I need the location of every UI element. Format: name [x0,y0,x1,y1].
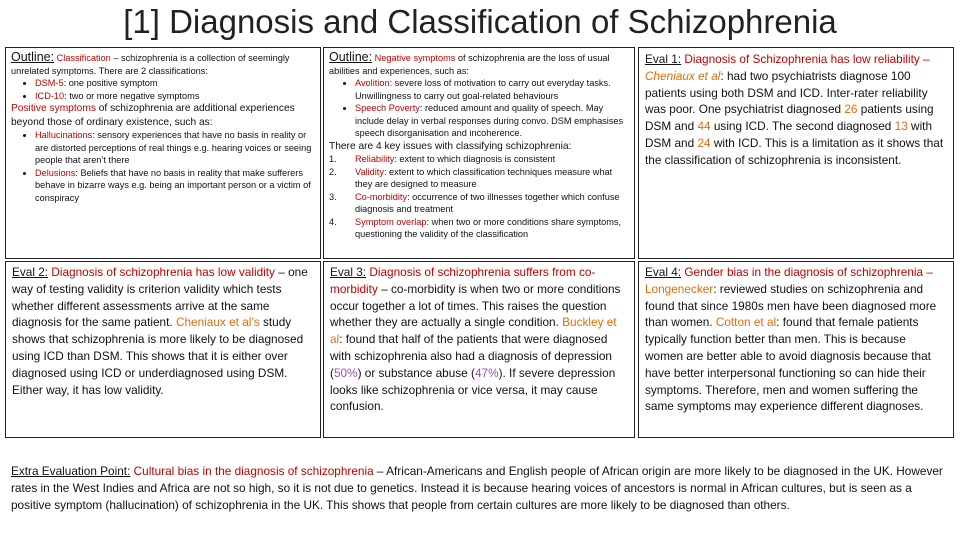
eval-4-text [645,264,947,415]
box2-intro [329,51,629,77]
item-number: 1. [329,154,337,164]
stat-percent: 50% [333,365,358,380]
item-text: : occurrence of two illnesses together which confuse diagnosis and treatment [355,191,620,214]
item-text: : one positive symptom [63,78,158,88]
item-name: Speech Poverty [355,103,420,113]
stat-number: 44 [697,119,711,134]
positive-text: of schizophrenia are additional experiences beyond those of ordinary existence, such as: [11,103,295,128]
text-segment: ). If severe depression looks like schizophrenia or vice versa, it may cause confusion. [330,365,616,414]
item-text: : reduced amount and quality of speech. May include delay in verbal responses during convo. DSM emphasises speech disorganisation and incoherence. [355,103,624,138]
list-item [35,167,315,205]
list-item [329,153,629,166]
eval-dash: – [923,265,933,279]
item-body [355,166,629,191]
item-text: : extent to which diagnosis is consistent [394,154,556,164]
text-segment: study shows that schizophrenia is more likely to be diagnosed using ICD than DSM. This shows that it is either over diagnosed using ICD or underdiagnosed using DSM. Either way, it has low validity. [12,315,304,397]
positive-symptoms-list [11,129,315,204]
eval-3-text [330,264,628,415]
item-name: Hallucinations [35,130,93,140]
outline-negative-symptoms-box [323,47,635,259]
text-segment: ) or substance abuse ( [357,365,475,380]
item-number: 3. [329,191,337,202]
text-segment: – African-Americans and English people of African origin are more likely to be diagnosed in the UK. However rates in the West Indies and Africa are not so high, so it is not due to genetics. Instead it is because hearing voices of ancestors is normal in African cultures, but is seen as a positive symptom (hallucination) of schizophrenia in the UK. This shows that people from certain cultures are more likely to be diagnosed than others. [11,464,943,512]
item-name: Reliability [355,154,395,164]
box2-lead-text: of schizophrenia are the loss of usual abilities and experiences, such as: [329,53,610,76]
classification-list [11,77,315,102]
researcher-name: Cheniaux et al [645,68,721,83]
text-segment: using ICD. The second diagnosed [710,119,895,134]
positive-symptoms-intro [11,102,315,129]
item-name: DSM-5 [35,78,64,88]
text-segment: patients using DSM and [645,102,934,134]
eval-3-box [323,261,635,438]
box1-intro [11,51,315,77]
extra-label: Extra Evaluation Point: [11,464,131,478]
list-item [35,129,315,167]
list-item [329,216,629,241]
eval-heading: Diagnosis of Schizophrenia has low reliability [681,52,920,66]
item-text: : when two or more conditions share symptoms, questioning the validity of the classification [355,216,622,239]
item-name: Avolition [355,78,390,88]
eval-heading: Gender bias in the diagnosis of schizophrenia [681,265,924,279]
item-name: Delusions [35,167,76,178]
box1-lead-colored: Classification [56,53,111,63]
box2-lead-colored: Negative symptoms [374,53,456,63]
stat-percent: 47% [474,365,499,380]
extra-evaluation-text [11,463,948,514]
stat-number: 26 [844,102,858,117]
text-segment: : found that half of the patients that were diagnosed with schizophrenia also had a diagnosis of depression ( [330,332,612,380]
item-text: : Beliefs that have no basis in reality that make sufferers behave in bizarre ways e.g. being an important person or a victim of conspiracy [35,167,311,203]
item-body [355,191,629,216]
researcher-name: Cheniaux et al’s [175,315,260,330]
box1-heading: Outline: [11,50,55,64]
extra-evaluation-box [5,461,954,537]
box1-lead-text: – schizophrenia is a collection of seemingly unrelated symptoms. There are 2 classifications: [11,53,290,76]
researcher-name: Longenecker [645,281,714,296]
eval-label: Eval 3: [330,265,367,279]
eval-2-text [12,264,314,398]
item-number: 4. [329,216,337,227]
item-text: : two or more negative symptoms [64,90,200,101]
item-text: : extent to which classification techniques measure what they are designed to measure [355,166,613,189]
stat-number: 24 [697,135,711,150]
eval-label: Eval 1: [645,52,682,66]
list-item [329,191,629,216]
issues-list [329,153,629,241]
researcher-name: Buckley et al [330,315,617,347]
item-number: 2. [329,166,337,177]
eval-heading: Diagnosis of schizophrenia has low validity [48,265,275,279]
issues-intro: There are 4 key issues with classifying schizophrenia: [329,140,572,152]
eval-4-box [638,261,954,438]
item-name: ICD-10 [35,90,65,101]
text-segment: with ICD. This is a limitation as it shows that the classification of schizophrenia is inconsistent. [645,135,944,167]
outline-classification-box [5,47,321,259]
negative-symptoms-list [329,77,629,140]
eval-dash: – [919,52,930,66]
text-segment: with DSM and [645,119,933,150]
positive-colored: Positive symptoms [11,103,96,114]
item-text: : sensory experiences that have no basis in reality or are distorted perceptions of real things e.g. hearing voices or seeing people that aren’t there [35,130,312,165]
eval-2-box [5,261,321,438]
text-segment: : found that female patients typically function better than men. This is because women are better able to avoid diagnosis because that have better interpersonal functioning so can hide their symptoms. Therefore, men and women suffering the same symptoms may experience different diagnoses. [645,315,931,414]
item-name: Symptom overlap [355,216,427,227]
text-segment: – one way of testing validity is criterion validity which tests whether different assessments arrive at the same diagnosis for the same patient. [12,265,308,330]
text-segment: : had two psychiatrists diagnose 100 patients using both DSM and ICD. Inter-rater reliability was poor. One psychiatrist diagnosed [645,68,928,117]
extra-heading: Cultural bias in the diagnosis of schizophrenia [130,464,374,478]
list-item [355,102,629,140]
item-text: : severe loss of motivation to carry out everyday tasks. Unwillingness to carry out goal-related behaviours [355,78,611,101]
item-body [355,153,555,166]
list-item [35,90,315,103]
page-title: [1] Diagnosis and Classification of Schizophrenia [123,3,837,40]
list-item [329,166,629,191]
eval-heading: Diagnosis of schizophrenia suffers from co-morbidity [330,265,596,296]
item-name: Validity [355,166,384,177]
eval-1-text [645,51,947,169]
eval-1-box [638,47,954,259]
item-body [355,216,629,241]
list-item [35,77,315,90]
text-segment: – co-morbidity is when two or more conditions occur together a lot of times. This raises the question whether they are actually a single condition. [330,281,621,330]
researcher-name: Cotton et al [715,315,777,330]
stat-number: 13 [894,119,908,134]
item-name: Co-morbidity [355,191,408,202]
eval-label: Eval 2: [12,265,49,279]
text-segment: : reviewed studies on schizophrenia and found that since 1980s men have been diagnosed more than women. [645,281,937,330]
box2-heading: Outline: [329,50,373,64]
list-item [355,77,629,102]
eval-label: Eval 4: [645,265,682,279]
